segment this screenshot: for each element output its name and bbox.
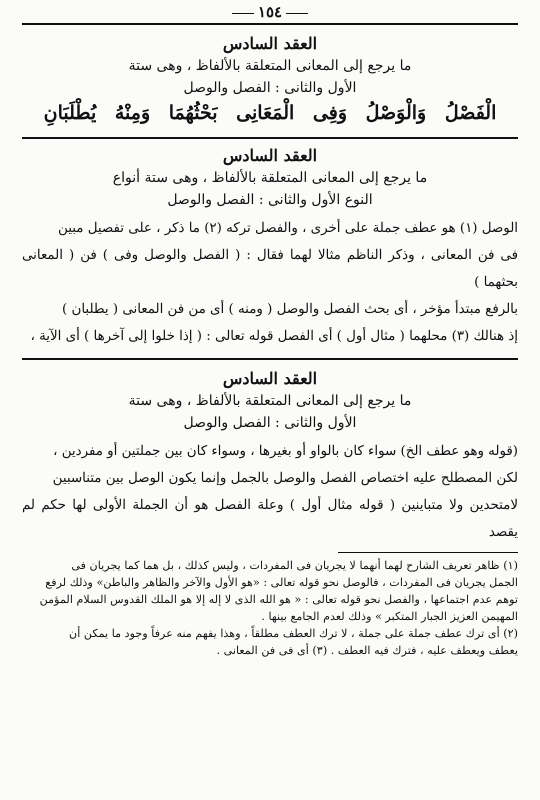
paragraph-line: (قوله وهو عطف الخ) سواء كان بالواو أو بغيرها ، وسواء كان بين جملتين أو مفردين ، [53,444,518,459]
page-number-text: ١٥٤ [257,3,283,21]
page-number [22,0,518,23]
footnote-rule [338,552,518,553]
footnote-line: المهيمن العزيز الجبار المتكبر » وذلك لعدم الجامع بينها . [261,610,518,623]
section-subtitle: ما يرجع إلى المعانى المتعلقة بالألفاظ ، وهى ستة [128,393,412,409]
footnote-line: توهم عدم اجتماعها ، والفصل نحو قوله تعالى : « هو الله الذى لا إله إلا هو الملك القدوس السلام المؤمن [39,593,518,606]
dash-left [286,13,308,14]
gloss-paragraph [22,438,518,546]
top-rule [22,23,518,25]
section-subtitle: ما يرجع إلى المعانى المتعلقة بالألفاظ ، وهى ستة [128,58,412,74]
section-title: العقد السادس [222,146,318,165]
verse-line: الْفَصْلُ وَالْوَصْلُ وَفِى الْمَعَانِى بَحْثُهُمَا وَمِنْهُ يُطْلَبَانِ [43,102,497,124]
divider-2 [22,358,518,360]
divider-1 [22,137,518,139]
footnote-line: الجمل يجريان فى المفردات ، فالوصل نحو قوله تعالى : «هو الأول والآخر والظاهر والباطن» وذلك لرفع [45,576,518,589]
footnote-line: (٢) أى ترك عطف جملة على جملة ، لا ترك العطف مطلقاً ، وهذا يفهم منه عرفاً وجود ما يمكن أن [69,627,518,640]
dash-right [232,13,254,14]
section-heading: الأول والثانى : الفصل والوصل [183,415,357,431]
paragraph-line: فى فن المعانى ، وذكر الناظم مثالا لهما فقال : ( الفصل والوصل وفى ) فن ( المعانى بحثهما ) [22,248,518,290]
section-title: العقد السادس [222,34,318,53]
paragraph-line: لامتحدين ولا متباينين ( قوله مثال أول ) وعلة الفصل هو أن الجملة الأولى لها حكم لم يقصد [22,498,518,540]
paragraph-line: لكن المصطلح عليه اختصاص الفصل والوصل بالجمل وإنما يكون الوصل بين متناسبين [52,471,518,486]
footnote-line: (١) ظاهر تعريف الشارح لهما أنهما لا يجريان فى المفردات ، وليس كذلك ، بل هما كما يجريان فى [71,559,518,572]
section-verse [22,33,518,127]
paragraph-line: بالرفع مبتدأ مؤخر ، أى بحث الفصل والوصل ( ومنه ) أى من فن المعانى ( يطلبان ) [62,302,518,317]
section-title: العقد السادس [222,369,318,388]
footnotes [22,557,518,659]
footnote-line: يعطف ويعطف عليه ، فترك فيه العطف . (٣) أى فى فن المعانى . [216,644,518,657]
section-subtitle: ما يرجع إلى المعانى المتعلقة بالألفاظ ، وهى ستة أنواع [112,170,428,186]
paragraph-line: الوصل (١) هو عطف جملة على أخرى ، والفصل تركه (٢) ما ذكر ، على تفصيل مبين [58,221,518,236]
section-heading: الأول والثانى : الفصل والوصل [183,80,357,96]
section-commentary [22,145,518,211]
paragraph-line: إذ هنالك (٣) محلهما ( مثال أول ) أى الفصل قوله تعالى : ( إذا خلوا إلى آخرها ) أى الآية ، [30,329,518,344]
section-heading: النوع الأول والثانى : الفصل والوصل [167,192,373,208]
section-gloss [22,368,518,434]
commentary-paragraph [22,215,518,350]
